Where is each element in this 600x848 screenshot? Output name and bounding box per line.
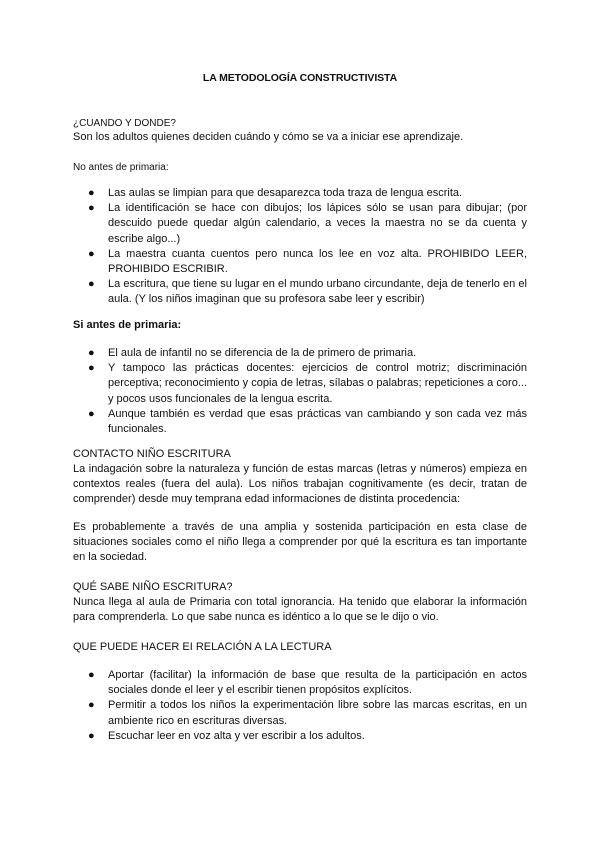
bullet-icon: ●: [88, 669, 95, 681]
bullet-icon: ●: [88, 187, 95, 199]
list-item: ● Permitir a todos los niños la experimentación libre sobre las marcas escritas, en un ambiente rico en escrituras diversas.: [88, 699, 527, 727]
list-no-antes: [73, 186, 527, 308]
section-heading-no-antes: No antes de primaria:: [73, 162, 169, 173]
bullet-icon: ●: [88, 362, 95, 375]
list-item: ● La identificación se hace con dibujos; los lápices sólo se usan para dibujar; (por descuido puede quedar algún calendario, a veces la maestra no se da cuenta y escribe algo...): [88, 202, 527, 245]
bullet-icon: ●: [88, 347, 95, 359]
list-item: ● La escritura, que tiene su lugar en el mundo urbano circundante, deja de tenerlo en el aula. (Y los niños imaginan que su profesora sabe leer y escribir): [88, 278, 527, 306]
list-item: ● Escuchar leer en voz alta y ver escribir a los adultos.: [73, 729, 527, 744]
section-heading-que-puede: QUE PUEDE HACER EI RELACIÓN A LA LECTURA: [73, 641, 332, 653]
list-item: ● Aunque también es verdad que esas prácticas van cambiando y son cada vez más funcionales.: [88, 407, 527, 436]
bullet-icon: ●: [88, 729, 95, 742]
paragraph-contacto-1: La indagación sobre la naturaleza y función de estas marcas (letras y números) empieza en contextos reales (fuera del aula). Los niños trabajan cognitivamente (es decir, tratan de comprender) desde muy temprana edad informaciones de distinta procedencia:: [73, 463, 527, 506]
section-heading-cuando-donde: ¿CUANDO Y DONDE?: [73, 118, 176, 129]
list-item: ● Y tampoco las prácticas docentes: ejercicios de control motriz; discriminación perceptiva; reconocimiento y copia de letras, sílabas o palabras; repeticiones a coro... y pocos usos funcionales de la lengua escrita.: [88, 362, 527, 405]
list-item: ● Aportar (facilitar) la información de base que resulta de la participación en actos sociales donde el leer y el escribir tienen propósitos explícitos.: [88, 669, 527, 697]
bullet-icon: ●: [88, 278, 95, 291]
bullet-icon: ●: [88, 247, 95, 260]
paragraph-que-sabe: Nunca llega al aula de Primaria con total ignorancia. Ha tenido que elaborar la información para comprenderla. Lo que sabe nunca es idéntico a lo que se le dijo o vio.: [73, 596, 527, 624]
bullet-icon: ●: [88, 407, 95, 420]
list-si-antes: [73, 346, 527, 437]
bullet-icon: ●: [88, 202, 95, 215]
bullet-icon: ●: [88, 699, 95, 712]
list-item: ● La maestra cuanta cuentos pero nunca los lee en voz alta. PROHIBIDO LEER, PROHIBIDO ESCRIBIR.: [88, 247, 527, 276]
list-item: ● El aula de infantil no se diferencia de la de primero de primaria.: [73, 346, 527, 361]
document-title: LA METODOLOGÍA CONSTRUCTIVISTA: [202, 72, 398, 84]
section-heading-si-antes: Si antes de primaria:: [73, 319, 182, 331]
section-heading-que-sabe: QUÉ SABE NIÑO ESCRITURA?: [73, 581, 233, 593]
list-que-puede: [73, 668, 527, 744]
list-item: ● Las aulas se limpian para que desaparezca toda traza de lengua escrita.: [73, 186, 527, 201]
paragraph-contacto-2: Es probablemente a través de una amplia y sostenida participación en esta clase de situaciones sociales como el niño llega a comprender por qué la escritura es tan importante en la sociedad.: [73, 521, 527, 564]
section-heading-contacto: CONTACTO NIÑO ESCRITURA: [73, 448, 231, 460]
paragraph-cuando-donde: Son los adultos quienes deciden cuándo y cómo se va a iniciar ese aprendizaje.: [73, 131, 464, 143]
